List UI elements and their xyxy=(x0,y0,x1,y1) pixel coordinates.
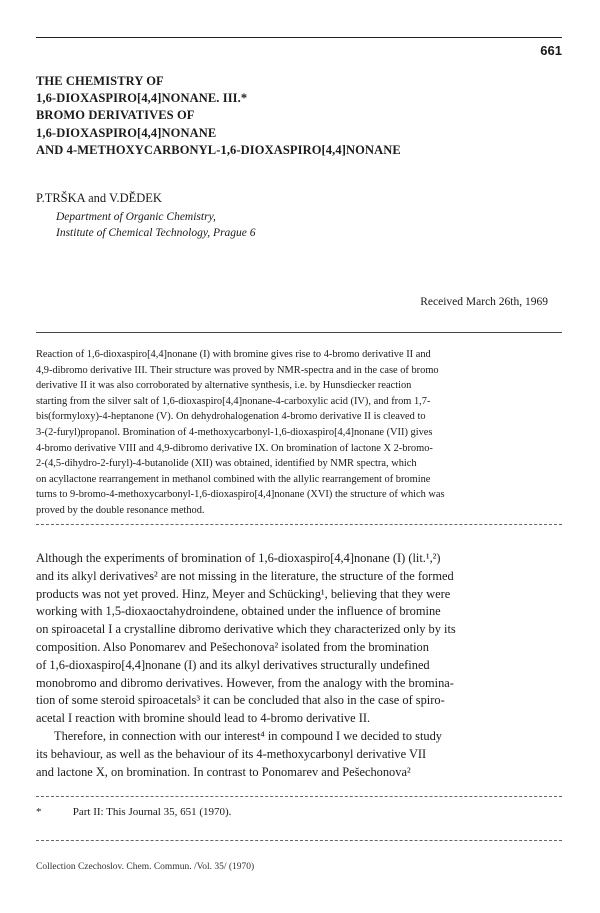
affiliation-line: Department of Organic Chemistry, xyxy=(56,211,216,223)
abstract xyxy=(36,347,562,519)
abstract-line: turns to 9-bromo-4-methoxycarbonyl-1,6-dioxaspiro[4,4]nonane (XVI) the structure of which was xyxy=(36,489,445,501)
footnote-mark: * xyxy=(36,806,42,818)
body-line: and its alkyl derivatives² are not missing in the literature, the structure of the formed xyxy=(36,568,454,583)
abstract-bottom-rule xyxy=(36,524,562,525)
body-line: and lactone X, on bromination. In contrast to Ponomarev and Pešechonova² xyxy=(36,764,411,779)
body-line: Therefore, in connection with our interest⁴ in compound I we decided to study xyxy=(54,728,442,743)
footer-rule xyxy=(36,840,562,841)
affiliation xyxy=(56,209,256,241)
abstract-line: on acyllactone rearrangement in methanol combined with the allylic rearrangement of bromine xyxy=(36,473,431,485)
abstract-line: starting from the silver salt of 1,6-dioxaspiro[4,4]nonane-4-carboxylic acid (IV), and from 1,7- xyxy=(36,395,431,407)
authors: P.TRŠKA and V.DĚDEK xyxy=(36,191,162,205)
header-rule xyxy=(36,37,562,38)
abstract-line: 2-(4,5-dihydro-2-furyl)-4-butanolide (XII) was obtained, identified by NMR spectra, which xyxy=(36,458,417,470)
body-line: products was not yet proved. Hinz, Meyer and Schücking¹, believing that they were xyxy=(36,586,451,601)
affiliation-line: Institute of Chemical Technology, Prague 6 xyxy=(56,227,256,239)
title-line: BROMO DERIVATIVES OF xyxy=(36,108,195,123)
journal-footer: Collection Czechoslov. Chem. Commun. /Vol. 35/ (1970) xyxy=(36,862,255,872)
title-line: 1,6-DIOXASPIRO[4,4]NONANE xyxy=(36,125,217,140)
footnote-rule xyxy=(36,796,562,797)
article-title xyxy=(36,73,566,159)
abstract-line: Reaction of 1,6-dioxaspiro[4,4]nonane (I) with bromine gives rise to 4-bromo derivative II and xyxy=(36,349,431,360)
abstract-top-rule xyxy=(36,332,562,333)
abstract-line: 3-(2-furyl)propanol. Bromination of 4-methoxycarbonyl-1,6-dioxaspiro[4,4]nonane (VII) gives xyxy=(36,426,433,438)
footnote-text: Part II: This Journal 35, 651 (1970). xyxy=(72,806,232,818)
abstract-line: 4-bromo derivative VIII and 4,9-dibromo derivative IX. On bromination of lactone X 2-bromo- xyxy=(36,442,433,454)
abstract-line: bis(formyloxy)-4-heptanone (V). On dehydrohalogenation 4-bromo derivative II is cleaved to xyxy=(36,411,426,423)
title-line: THE CHEMISTRY OF xyxy=(36,74,164,88)
title-line: 1,6-DIOXASPIRO[4,4]NONANE. III.* xyxy=(36,91,248,106)
body-line: working with 1,5-dioxaoctahydroindene, obtained under the influence of bromine xyxy=(36,604,441,619)
page-number: 661 xyxy=(540,43,562,58)
body-line: on spiroacetal I a crystalline dibromo derivative which they characterized only by its xyxy=(36,622,456,637)
body-line: acetal I reaction with bromine should lead to 4-bromo derivative II. xyxy=(36,711,371,726)
body-line: monobromo and dibromo derivatives. However, from the analogy with the bromina- xyxy=(36,675,454,690)
body-line: tion of some steroid spiroacetals³ it can be concluded that also in the case of spiro- xyxy=(36,693,445,708)
footnote xyxy=(36,806,231,818)
received-date: Received March 26th, 1969 xyxy=(420,296,548,308)
title-line: AND 4-METHOXYCARBONYL-1,6-DIOXASPIRO[4,4]NONANE xyxy=(36,142,401,157)
body-line: its behaviour, as well as the behaviour of its 4-methoxycarbonyl derivative VII xyxy=(36,746,427,761)
body-line: composition. Also Ponomarev and Pešechonova² isolated from the bromination xyxy=(36,639,429,654)
body-line: of 1,6-dioxaspiro[4,4]nonane (I) and its alkyl derivatives structurally undefined xyxy=(36,657,430,672)
abstract-line: 4,9-dibromo derivative III. Their structure was proved by NMR-spectra and in the case of bromo xyxy=(36,364,439,376)
abstract-line: proved by the double resonance method. xyxy=(36,504,205,516)
abstract-line: derivative II it was also corroborated by alternative synthesis, i.e. by Hunsdiecker reaction xyxy=(36,380,412,392)
body-text xyxy=(36,550,562,781)
body-line: Although the experiments of bromination of 1,6-dioxaspiro[4,4]nonane (I) (lit.¹,²) xyxy=(36,551,441,565)
